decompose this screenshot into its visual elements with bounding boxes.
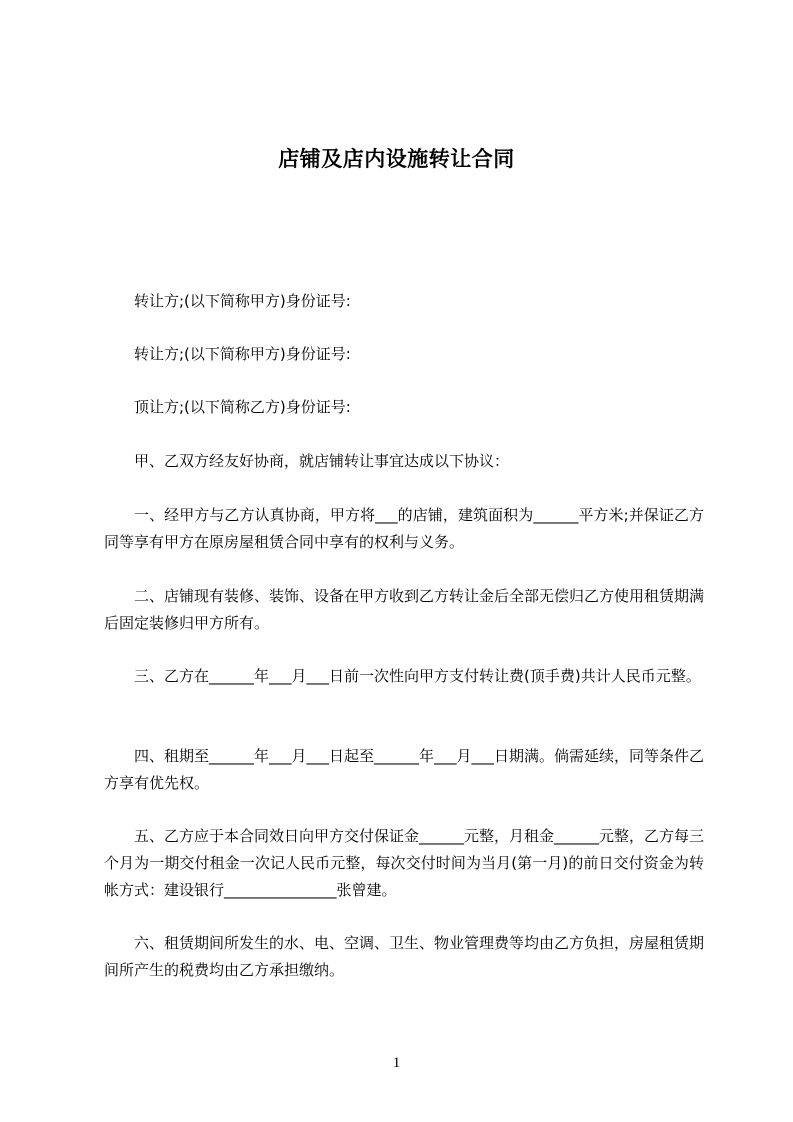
clause-5: 五、乙方应于本合同效日向甲方交付保证金______元整，月租金______元整，乙方每三个月为一期交付租金一次记人民币元整，每次交付时间为当月(第一月)的前日交付资金为转帐方式：建设银行_______________张曾建。: [104, 827, 705, 899]
clause-6: 六、租赁期间所发生的水、电、空调、卫生、物业管理费等均由乙方负担，房屋租赁期间所产生的税费均由乙方承担缴纳。: [104, 934, 705, 979]
clause-3: 三、乙方在______年___月___日前一次性向甲方支付转让费(顶手费)共计人民币元整。: [134, 667, 701, 685]
page-number: 1: [392, 1055, 401, 1071]
party-transferee: 顶让方;(以下简称乙方)身份证号:: [134, 398, 351, 416]
clause-1: 一、经甲方与乙方认真协商，甲方将___的店铺，建筑面积为______平方米;并保证乙方同等享有甲方在原房屋租赁合同中享有的权利与义务。: [104, 506, 704, 551]
party-transferor-2: 转让方;(以下简称甲方)身份证号:: [134, 345, 351, 363]
document-title: 店铺及店内设施转让合同: [278, 147, 515, 171]
clause-4: 四、租期至______年___月___日起至______年___月___日期满。倘需延续，同等条件乙方享有优先权。: [104, 747, 705, 792]
party-transferor-1: 转让方;(以下简称甲方)身份证号:: [134, 292, 351, 310]
preamble-paragraph: 甲、乙双方经友好协商，就店铺转让事宜达成以下协议：: [134, 452, 510, 470]
clause-2: 二、店铺现有装修、装饰、设备在甲方收到乙方转让金后全部无偿归乙方使用租赁期满后固定装修归甲方所有。: [104, 587, 705, 632]
